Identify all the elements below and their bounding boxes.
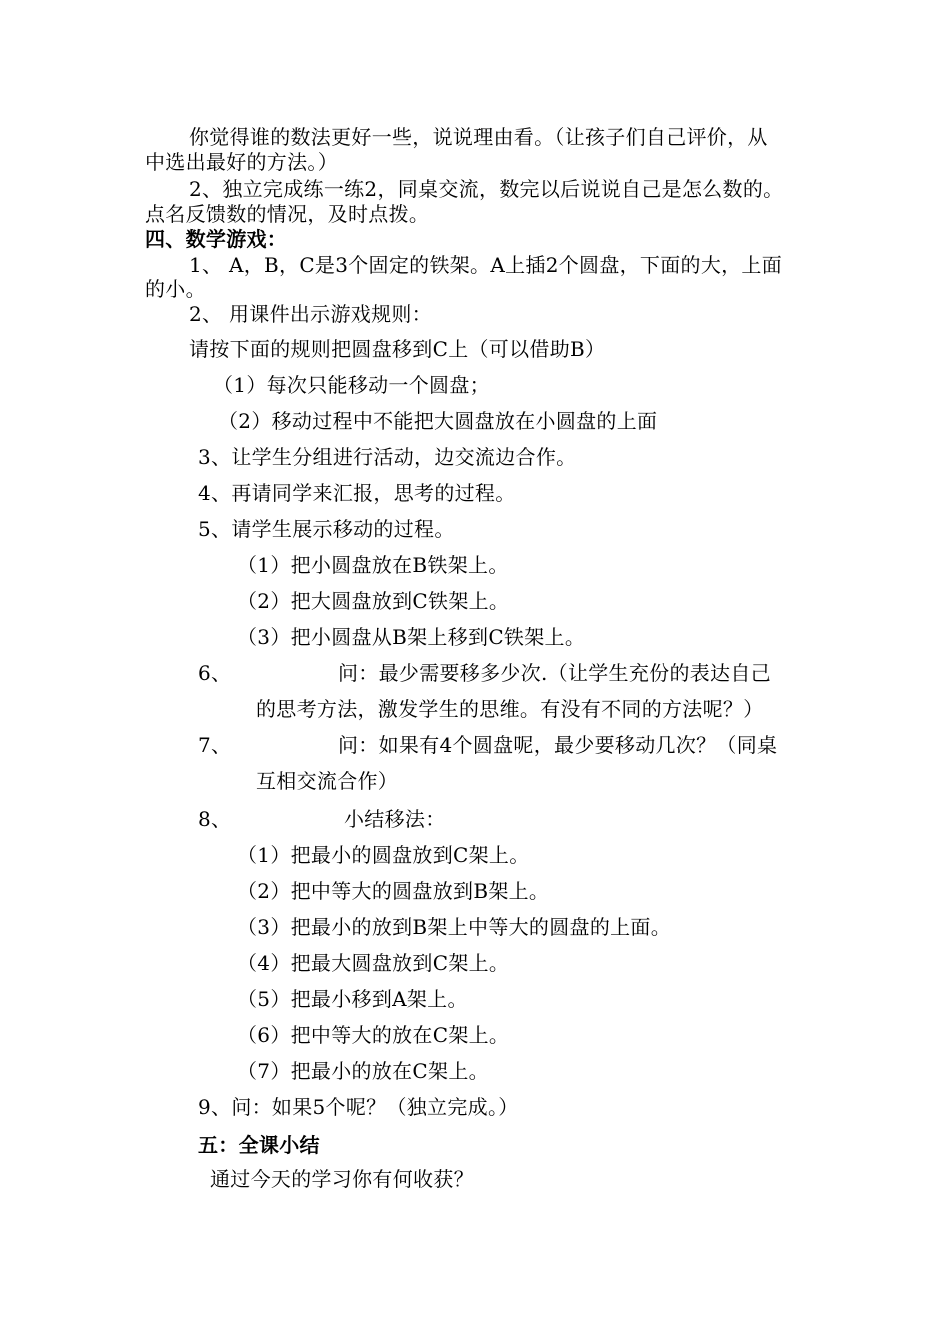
list-item: 问：最少需要移多少次.（让学生充份的表达自己	[338, 661, 771, 685]
sub-step: （7）把最小的放在C架上。	[237, 1059, 489, 1083]
list-item-continuation: 互相交流合作）	[256, 769, 399, 793]
sub-step: （1）把最小的圆盘放到C架上。	[237, 843, 530, 867]
sub-step: （4）把最大圆盘放到C架上。	[237, 951, 510, 975]
list-item-number: 7、	[198, 733, 232, 757]
list-item-number: 8、	[198, 807, 232, 831]
sub-step: （3）把小圆盘从B架上移到C铁架上。	[237, 625, 586, 649]
section-heading-4: 四、数学游戏：	[145, 227, 288, 251]
section-heading-5: 五：全课小结	[198, 1133, 320, 1157]
paragraph-line: 点名反馈数的情况，及时点拨。	[145, 202, 430, 226]
sub-step: （6）把中等大的放在C架上。	[237, 1023, 510, 1047]
rule-item: （1）每次只能移动一个圆盘；	[213, 373, 490, 397]
sub-step: （3）把最小的放到B架上中等大的圆盘的上面。	[237, 915, 672, 939]
list-item: 问：如果有4个圆盘呢，最少要移动几次？（同桌	[338, 733, 778, 757]
closing-question: 通过今天的学习你有何收获？	[210, 1167, 474, 1191]
list-item-continuation: 的小。	[145, 277, 206, 301]
rule-item: （2）移动过程中不能把大圆盘放在小圆盘的上面	[218, 409, 658, 433]
list-item: 1、 A，B，C是3个固定的铁架。A上插2个圆盘，下面的大，上面	[189, 253, 783, 277]
sub-step: （5）把最小移到A架上。	[237, 987, 468, 1011]
list-item: 3、让学生分组进行活动，边交流边合作。	[198, 445, 577, 469]
paragraph-line: 2、独立完成练一练2，同桌交流，数完以后说说自己是怎么数的。	[189, 177, 784, 201]
list-item: 9、问：如果5个呢？（独立完成。）	[198, 1095, 519, 1119]
list-item-number: 6、	[198, 661, 232, 685]
list-item: 2、 用课件出示游戏规则：	[189, 302, 432, 326]
list-item: 5、请学生展示移动的过程。	[198, 517, 455, 541]
sub-step: （2）把中等大的圆盘放到B架上。	[237, 879, 550, 903]
paragraph-line: 你觉得谁的数法更好一些，说说理由看。（让孩子们自己评价，从	[189, 125, 768, 149]
sub-step: （2）把大圆盘放到C铁架上。	[237, 589, 510, 613]
list-item-continuation: 的思考方法，激发学生的思维。有没有不同的方法呢？）	[256, 697, 764, 721]
sub-step: （1）把小圆盘放在B铁架上。	[237, 553, 509, 577]
rule-intro: 请按下面的规则把圆盘移到C上（可以借助B）	[189, 337, 606, 361]
list-item: 小结移法：	[344, 807, 446, 831]
paragraph-line: 中选出最好的方法。）	[145, 150, 338, 174]
list-item: 4、再请同学来汇报，思考的过程。	[198, 481, 516, 505]
